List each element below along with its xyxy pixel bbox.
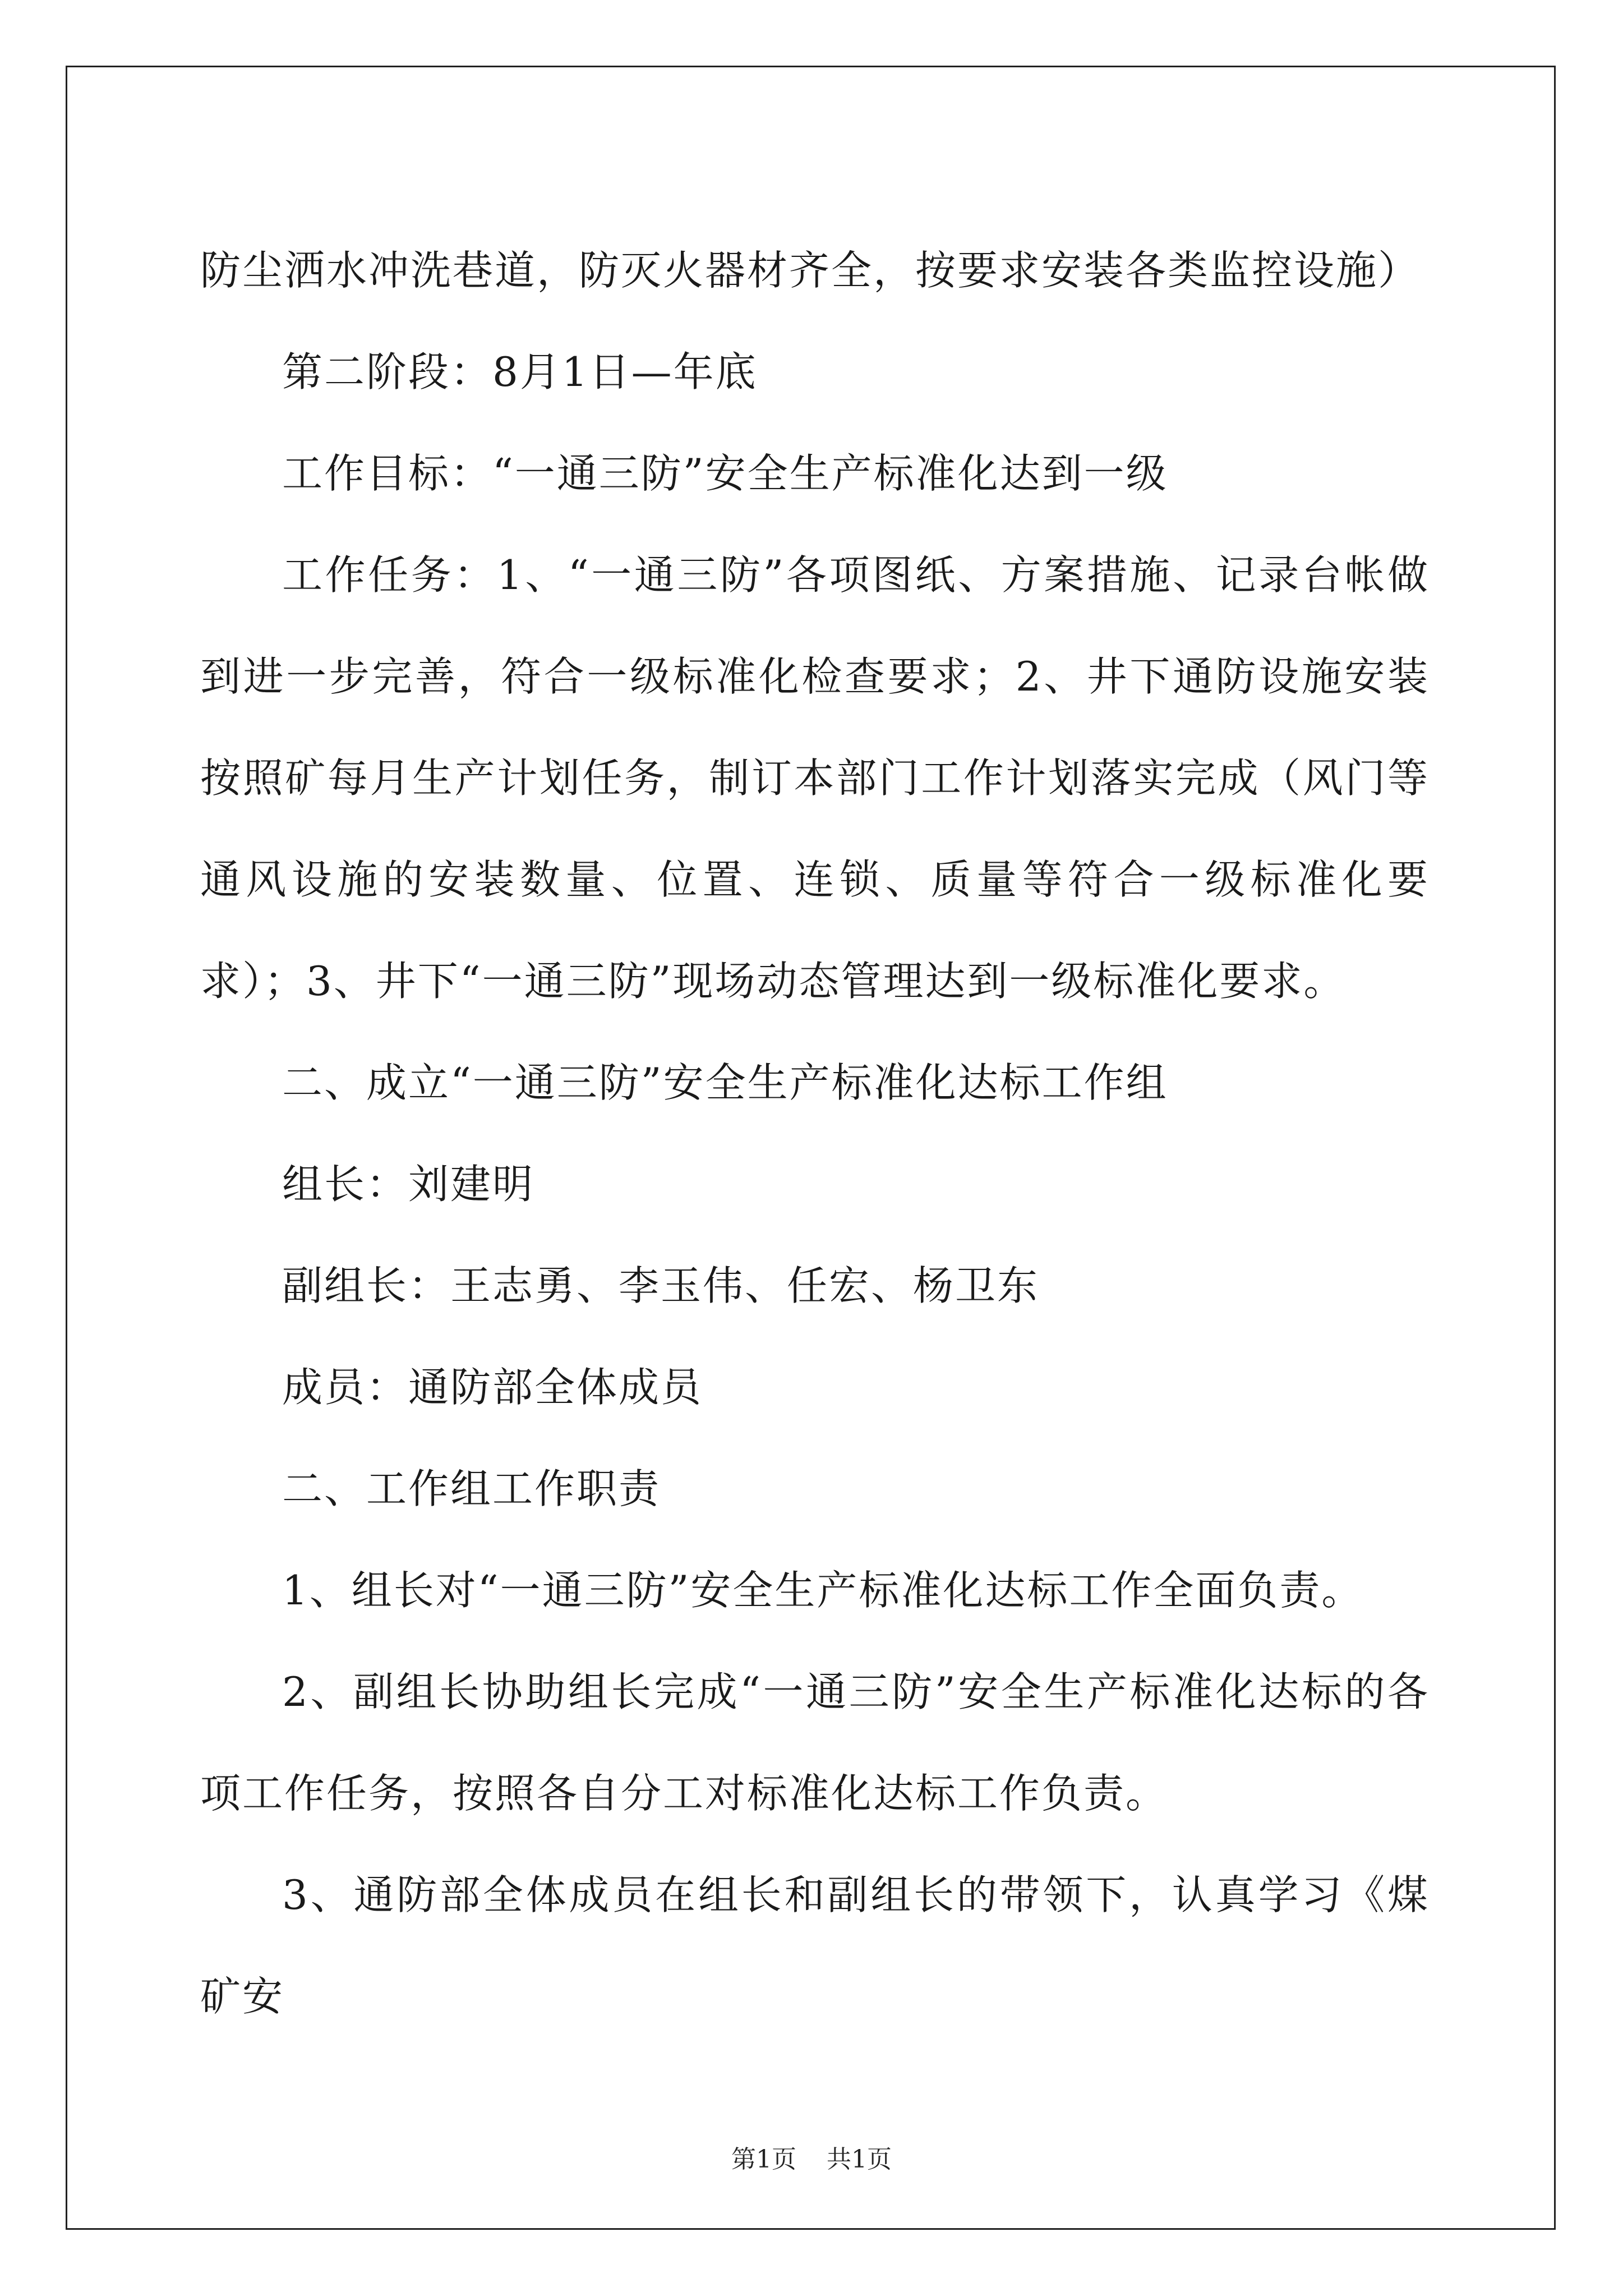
paragraph: 工作目标：“一通三防”安全生产标准化达到一级 xyxy=(282,450,1168,497)
paragraph: 防尘洒水冲洗巷道，防灭火器材齐全，按要求安装各类监控设施） xyxy=(200,247,1421,294)
paragraph: 副组长：王志勇、李玉伟、任宏、杨卫东 xyxy=(282,1262,1040,1309)
page-footer xyxy=(0,2139,1623,2175)
paragraph: 成员：通防部全体成员 xyxy=(282,1364,703,1411)
page-total: 共1页 xyxy=(827,2145,892,2174)
paragraph: 2、副组长协助组长完成“一通三防”安全生产标准化达标的各项工作任务，按照各自分工对标准化达标工作负责。 xyxy=(200,1668,1430,1817)
paragraph: 二、工作组工作职责 xyxy=(282,1465,661,1512)
paragraph: 1、组长对“一通三防”安全生产标准化达标工作全面负责。 xyxy=(282,1567,1364,1614)
paragraph: 工作任务：1、“一通三防”各项图纸、方案措施、记录台帐做到进一步完善，符合一级标准化检查要求；2、井下通防设施安装按照矿每月生产计划任务，制订本部门工作计划落实完成（风门等通风设施的安装数量、位置、连锁、质量等符合一级标准化要求）；3、井下“一通三防”现场动态管理达到一级标准化要求。 xyxy=(200,551,1430,1005)
paragraph: 3、通防部全体成员在组长和副组长的带领下，认真学习《煤矿安 xyxy=(200,1871,1430,2020)
paragraph: 二、成立“一通三防”安全生产标准化达标工作组 xyxy=(282,1059,1168,1106)
page-number: 第1页 xyxy=(731,2145,796,2174)
document-body xyxy=(200,220,1430,2047)
paragraph: 第二阶段：8月1日—年底 xyxy=(282,348,758,395)
paragraph: 组长：刘建明 xyxy=(282,1161,535,1208)
